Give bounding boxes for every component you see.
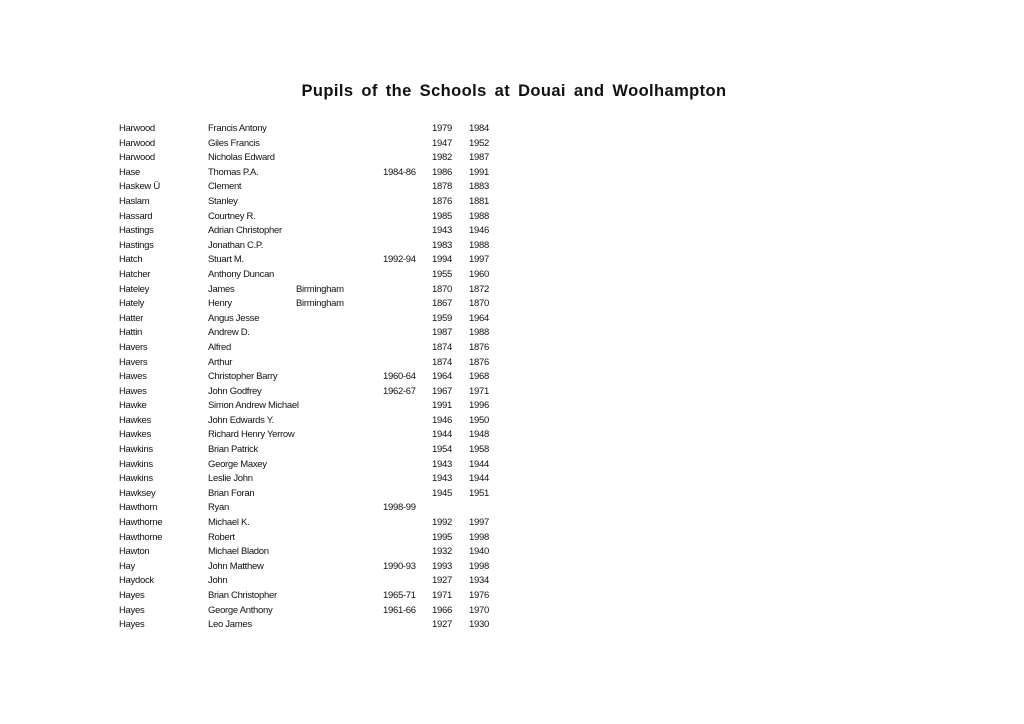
surname-cell: Hawton: [119, 546, 150, 558]
pupil-row: [0, 224, 1024, 239]
start-year-cell: 1932: [432, 546, 452, 558]
end-year-cell: 1946: [469, 225, 489, 237]
pupil-row: [0, 297, 1024, 312]
surname-cell: Hawkins: [119, 473, 153, 485]
end-year-cell: 1971: [469, 385, 489, 397]
given-names-cell: Angus Jesse: [208, 312, 260, 324]
end-year-cell: 1944: [469, 458, 489, 470]
end-year-cell: 1997: [469, 517, 489, 529]
start-year-cell: 1979: [432, 123, 452, 134]
pupil-row: [0, 166, 1024, 181]
place-cell: Birmingham: [296, 283, 344, 295]
end-year-cell: 1876: [469, 341, 489, 353]
surname-cell: Hatch: [119, 254, 143, 266]
surname-cell: Hawkins: [119, 458, 153, 470]
prep-years-cell: 1960-64: [383, 371, 416, 383]
start-year-cell: 1944: [432, 429, 452, 441]
given-names-cell: Thomas P.A.: [208, 166, 259, 178]
end-year-cell: 1996: [469, 400, 489, 412]
surname-cell: Hayes: [119, 590, 145, 601]
given-names-cell: Clement: [208, 181, 242, 193]
given-names-cell: Henry: [208, 298, 232, 310]
surname-cell: Haydock: [119, 575, 154, 587]
given-names-cell: Leslie John: [208, 473, 253, 485]
pupil-row: [0, 122, 1024, 137]
surname-cell: Hawke: [119, 400, 147, 412]
prep-years-cell: 1990-93: [383, 560, 416, 572]
surname-cell: Haskew Ü: [119, 181, 160, 193]
start-year-cell: 1943: [432, 458, 452, 470]
end-year-cell: 1870: [469, 298, 489, 310]
end-year-cell: 1934: [469, 575, 489, 587]
pupil-row: [0, 341, 1024, 356]
start-year-cell: 1943: [432, 473, 452, 485]
surname-cell: Hay: [119, 560, 135, 572]
pupil-row: [0, 487, 1024, 502]
end-year-cell: 1883: [469, 181, 489, 193]
pupil-row: [0, 370, 1024, 385]
pupil-row: [0, 239, 1024, 254]
pupil-row: [0, 560, 1024, 575]
prep-years-cell: 1984-86: [383, 166, 416, 178]
surname-cell: Hastings: [119, 239, 154, 251]
start-year-cell: 1971: [432, 590, 452, 601]
place-cell: Birmingham: [296, 298, 344, 310]
given-names-cell: Courtney R.: [208, 210, 256, 222]
pupil-row: [0, 385, 1024, 400]
pupil-row: [0, 268, 1024, 283]
end-year-cell: 1998: [469, 560, 489, 572]
given-names-cell: Stanley: [208, 195, 238, 207]
start-year-cell: 1967: [432, 385, 452, 397]
end-year-cell: 1976: [469, 590, 489, 601]
pupil-list: [0, 122, 1024, 633]
given-names-cell: Giles Francis: [208, 137, 260, 149]
start-year-cell: 1994: [432, 254, 452, 266]
given-names-cell: Francis Antony: [208, 123, 267, 134]
pupil-row: [0, 195, 1024, 210]
surname-cell: Hawkes: [119, 414, 151, 426]
given-names-cell: Alfred: [208, 341, 232, 353]
pupil-row: [0, 443, 1024, 458]
pupil-row: [0, 574, 1024, 589]
surname-cell: Hawksey: [119, 487, 156, 499]
start-year-cell: 1867: [432, 298, 452, 310]
given-names-cell: John Edwards Y.: [208, 414, 274, 426]
start-year-cell: 1991: [432, 400, 452, 412]
surname-cell: Hayes: [119, 619, 145, 631]
end-year-cell: 1940: [469, 546, 489, 558]
given-names-cell: Leo James: [208, 619, 252, 631]
given-names-cell: John Godfrey: [208, 385, 262, 397]
end-year-cell: 1968: [469, 371, 489, 383]
end-year-cell: 1984: [469, 123, 489, 134]
pupil-row: [0, 458, 1024, 473]
pupil-row: [0, 414, 1024, 429]
start-year-cell: 1946: [432, 414, 452, 426]
given-names-cell: Simon Andrew Michael: [208, 400, 299, 412]
pupil-row: [0, 545, 1024, 560]
start-year-cell: 1985: [432, 210, 452, 222]
start-year-cell: 1870: [432, 283, 452, 295]
surname-cell: Haslam: [119, 195, 150, 207]
given-names-cell: George Anthony: [208, 604, 273, 616]
pupil-row: [0, 356, 1024, 371]
start-year-cell: 1982: [432, 152, 452, 164]
surname-cell: Havers: [119, 356, 148, 368]
given-names-cell: John Matthew: [208, 560, 264, 572]
given-names-cell: Adrian Christopher: [208, 225, 282, 237]
end-year-cell: 1930: [469, 619, 489, 631]
pupil-row: [0, 618, 1024, 633]
end-year-cell: 1997: [469, 254, 489, 266]
surname-cell: Hately: [119, 298, 145, 310]
surname-cell: Hase: [119, 166, 140, 178]
end-year-cell: 1952: [469, 137, 489, 149]
end-year-cell: 1958: [469, 444, 489, 456]
given-names-cell: Jonathan C.P.: [208, 239, 264, 251]
surname-cell: Hassard: [119, 210, 153, 222]
surname-cell: Harwood: [119, 152, 155, 164]
surname-cell: Hawthorne: [119, 517, 163, 529]
end-year-cell: 1988: [469, 210, 489, 222]
start-year-cell: 1876: [432, 195, 452, 207]
prep-years-cell: 1965-71: [383, 590, 416, 601]
surname-cell: Hawkins: [119, 444, 153, 456]
end-year-cell: 1970: [469, 604, 489, 616]
end-year-cell: 1876: [469, 356, 489, 368]
prep-years-cell: 1992-94: [383, 254, 416, 266]
start-year-cell: 1943: [432, 225, 452, 237]
page-title: Pupils of the Schools at Douai and Woolhampton: [301, 82, 727, 100]
pupil-row: [0, 531, 1024, 546]
start-year-cell: 1966: [432, 604, 452, 616]
pupil-row: [0, 137, 1024, 152]
start-year-cell: 1927: [432, 575, 452, 587]
start-year-cell: 1947: [432, 137, 452, 149]
pupil-row: [0, 312, 1024, 327]
given-names-cell: John: [208, 575, 228, 587]
surname-cell: Hawes: [119, 371, 147, 383]
given-names-cell: Brian Christopher: [208, 590, 277, 601]
end-year-cell: 1881: [469, 195, 489, 207]
surname-cell: Hawthorne: [119, 531, 163, 543]
given-names-cell: Robert: [208, 531, 235, 543]
end-year-cell: 1998: [469, 531, 489, 543]
start-year-cell: 1874: [432, 341, 452, 353]
given-names-cell: Stuart M.: [208, 254, 244, 266]
start-year-cell: 1959: [432, 312, 452, 324]
surname-cell: Hastings: [119, 225, 154, 237]
given-names-cell: George Maxey: [208, 458, 267, 470]
end-year-cell: 1987: [469, 152, 489, 164]
given-names-cell: Andrew D.: [208, 327, 250, 339]
start-year-cell: 1995: [432, 531, 452, 543]
pupil-row: [0, 253, 1024, 268]
given-names-cell: Anthony Duncan: [208, 268, 275, 280]
surname-cell: Hawkes: [119, 429, 151, 441]
start-year-cell: 1964: [432, 371, 452, 383]
surname-cell: Hatter: [119, 312, 144, 324]
given-names-cell: Richard Henry Yerrow: [208, 429, 295, 441]
given-names-cell: Christopher Barry: [208, 371, 278, 383]
pupil-row: [0, 604, 1024, 619]
surname-cell: Hayes: [119, 604, 145, 616]
given-names-cell: Ryan: [208, 502, 229, 514]
given-names-cell: James: [208, 283, 235, 295]
pupil-row: [0, 326, 1024, 341]
pupil-row: [0, 501, 1024, 516]
start-year-cell: 1945: [432, 487, 452, 499]
start-year-cell: 1927: [432, 619, 452, 631]
pupil-row: [0, 589, 1024, 604]
given-names-cell: Arthur: [208, 356, 233, 368]
end-year-cell: 1988: [469, 239, 489, 251]
end-year-cell: 1964: [469, 312, 489, 324]
end-year-cell: 1948: [469, 429, 489, 441]
pupil-row: [0, 399, 1024, 414]
end-year-cell: 1950: [469, 414, 489, 426]
end-year-cell: 1951: [469, 487, 489, 499]
surname-cell: Havers: [119, 341, 148, 353]
surname-cell: Hawes: [119, 385, 147, 397]
pupil-row: [0, 180, 1024, 195]
start-year-cell: 1987: [432, 327, 452, 339]
given-names-cell: Brian Foran: [208, 487, 255, 499]
start-year-cell: 1986: [432, 166, 452, 178]
prep-years-cell: 1961-66: [383, 604, 416, 616]
start-year-cell: 1983: [432, 239, 452, 251]
start-year-cell: 1955: [432, 268, 452, 280]
end-year-cell: 1991: [469, 166, 489, 178]
given-names-cell: Michael K.: [208, 517, 250, 529]
end-year-cell: 1872: [469, 283, 489, 295]
surname-cell: Hatcher: [119, 268, 151, 280]
end-year-cell: 1960: [469, 268, 489, 280]
pupil-row: [0, 210, 1024, 225]
prep-years-cell: 1998-99: [383, 502, 416, 514]
surname-cell: Hawthorn: [119, 502, 158, 514]
pupil-row: [0, 151, 1024, 166]
pupil-row: [0, 516, 1024, 531]
start-year-cell: 1878: [432, 181, 452, 193]
pupil-row: [0, 472, 1024, 487]
surname-cell: Harwood: [119, 137, 155, 149]
start-year-cell: 1992: [432, 517, 452, 529]
surname-cell: Hateley: [119, 283, 150, 295]
surname-cell: Harwood: [119, 123, 155, 134]
surname-cell: Hattin: [119, 327, 143, 339]
given-names-cell: Nicholas Edward: [208, 152, 275, 164]
given-names-cell: Brian Patrick: [208, 444, 258, 456]
start-year-cell: 1874: [432, 356, 452, 368]
prep-years-cell: 1962-67: [383, 385, 416, 397]
start-year-cell: 1954: [432, 444, 452, 456]
given-names-cell: Michael Bladon: [208, 546, 269, 558]
end-year-cell: 1988: [469, 327, 489, 339]
pupil-row: [0, 283, 1024, 298]
start-year-cell: 1993: [432, 560, 452, 572]
pupil-row: [0, 428, 1024, 443]
end-year-cell: 1944: [469, 473, 489, 485]
